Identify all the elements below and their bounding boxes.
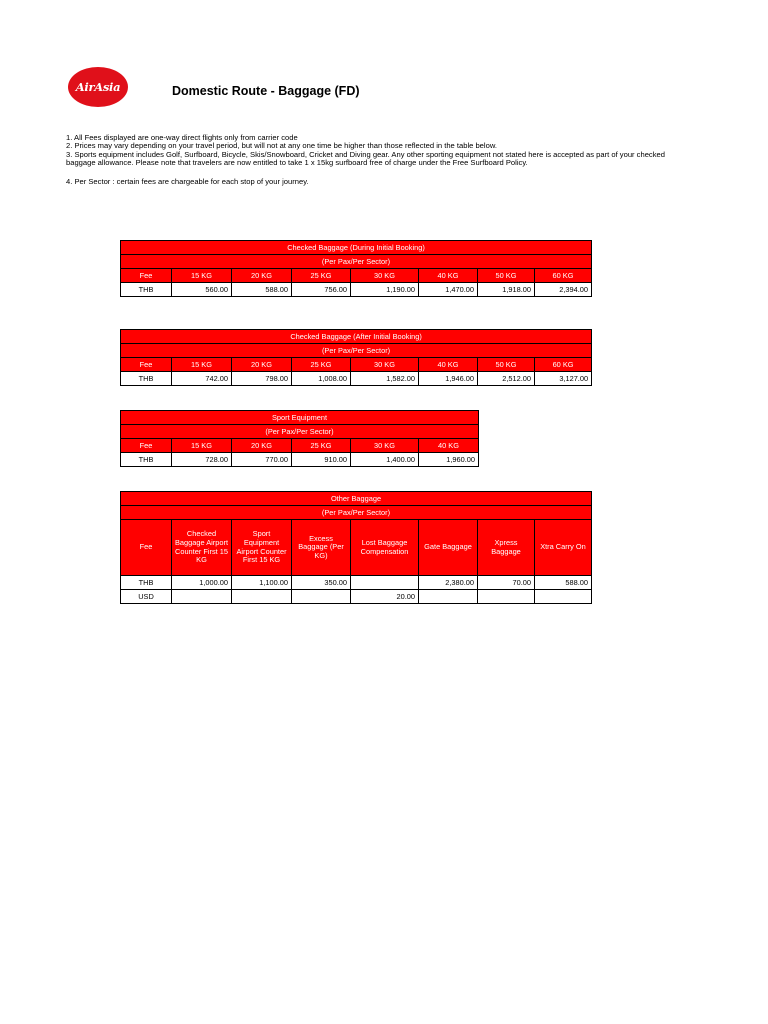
header-cell: 20 KG	[232, 269, 292, 283]
header-cell: 40 KG	[419, 269, 478, 283]
currency-cell: THB	[121, 283, 172, 297]
table-cell: 910.00	[292, 453, 351, 467]
table-cell	[478, 590, 535, 604]
header-cell: 50 KG	[478, 358, 535, 372]
header-cell: Xtra Carry On	[535, 520, 592, 576]
note-2: 2. Prices may vary depending on your travel period, but will not at any one time be higher than those reflected in the table below.	[66, 141, 497, 151]
table-title: Checked Baggage (After Initial Booking)	[121, 330, 592, 344]
table-title: Sport Equipment	[121, 411, 479, 425]
table-row	[121, 576, 592, 590]
table-cell: 798.00	[232, 372, 292, 386]
header-cell: 25 KG	[292, 269, 351, 283]
header-cell: Fee	[121, 269, 172, 283]
header-cell: Fee	[121, 358, 172, 372]
table-cell	[172, 590, 232, 604]
table-subtitle: (Per Pax/Per Sector)	[121, 425, 479, 439]
header-cell: Sport Equipment Airport Counter First 15 KG	[232, 520, 292, 576]
table-cell: 1,946.00	[419, 372, 478, 386]
table-cell: 588.00	[535, 576, 592, 590]
header-cell: 20 KG	[232, 358, 292, 372]
header-cell: 60 KG	[535, 358, 592, 372]
currency-cell: THB	[121, 453, 172, 467]
table-cell: 3,127.00	[535, 372, 592, 386]
header-cell: Fee	[121, 439, 172, 453]
other-baggage-table	[120, 491, 592, 604]
header-cell: 30 KG	[351, 358, 419, 372]
page-title: Domestic Route - Baggage (FD)	[172, 84, 360, 98]
checked-baggage-after-table	[120, 329, 592, 386]
note-4: 4. Per Sector : certain fees are chargeable for each stop of your journey.	[66, 176, 309, 186]
table-row	[121, 590, 592, 604]
table-cell	[351, 576, 419, 590]
header-cell: 30 KG	[351, 439, 419, 453]
table-cell	[292, 590, 351, 604]
currency-cell: THB	[121, 576, 172, 590]
table-cell: 756.00	[292, 283, 351, 297]
table-cell: 1,470.00	[419, 283, 478, 297]
table-cell	[419, 590, 478, 604]
table-cell: 70.00	[478, 576, 535, 590]
header-cell: Checked Baggage Airport Counter First 15 KG	[172, 520, 232, 576]
header-cell: 15 KG	[172, 269, 232, 283]
table-cell: 1,918.00	[478, 283, 535, 297]
table-cell: 588.00	[232, 283, 292, 297]
table-cell: 2,394.00	[535, 283, 592, 297]
table-cell: 1,190.00	[351, 283, 419, 297]
table-subtitle: (Per Pax/Per Sector)	[121, 344, 592, 358]
table-cell: 728.00	[172, 453, 232, 467]
currency-cell: USD	[121, 590, 172, 604]
header-cell: 15 KG	[172, 439, 232, 453]
header-cell: Xpress Baggage	[478, 520, 535, 576]
table-title: Checked Baggage (During Initial Booking)	[121, 241, 592, 255]
header-cell: 30 KG	[351, 269, 419, 283]
note-3: 3. Sports equipment includes Golf, Surfboard, Bicycle, Skis/Snowboard, Cricket and Diving gear. Any other sporting equipment not stated here is accepted as part of your checked baggage allowance. Please note that travelers are now entitled to take 1 x 15kg surfboard free of charge under the Free Surfboard Policy.	[66, 149, 665, 168]
header-cell: 50 KG	[478, 269, 535, 283]
header-cell: 25 KG	[292, 358, 351, 372]
header-cell: Excess Baggage (Per KG)	[292, 520, 351, 576]
header-cell: 40 KG	[419, 439, 479, 453]
table-subtitle: (Per Pax/Per Sector)	[121, 255, 592, 269]
table-cell	[232, 590, 292, 604]
header-cell: 25 KG	[292, 439, 351, 453]
table-cell: 2,380.00	[419, 576, 478, 590]
header-cell: 20 KG	[232, 439, 292, 453]
header-cell: 60 KG	[535, 269, 592, 283]
header-cell: 40 KG	[419, 358, 478, 372]
airasia-logo	[68, 67, 128, 107]
table-cell: 1,100.00	[232, 576, 292, 590]
table-cell: 742.00	[172, 372, 232, 386]
note-1: 1. All Fees displayed are one-way direct flights only from carrier code	[66, 133, 298, 142]
header-cell: 15 KG	[172, 358, 232, 372]
header-cell: Gate Baggage	[419, 520, 478, 576]
logo-text: AirAsia	[75, 80, 121, 94]
table-title: Other Baggage	[121, 492, 592, 506]
table-row	[121, 453, 479, 467]
table-subtitle: (Per Pax/Per Sector)	[121, 506, 592, 520]
table-cell: 2,512.00	[478, 372, 535, 386]
header-cell: Fee	[121, 520, 172, 576]
sport-equipment-table	[120, 410, 479, 467]
table-cell: 1,400.00	[351, 453, 419, 467]
table-cell	[535, 590, 592, 604]
table-row	[121, 372, 592, 386]
table-cell: 20.00	[351, 590, 419, 604]
table-cell: 1,008.00	[292, 372, 351, 386]
table-cell: 350.00	[292, 576, 351, 590]
table-cell: 560.00	[172, 283, 232, 297]
table-cell: 1,582.00	[351, 372, 419, 386]
table-cell: 770.00	[232, 453, 292, 467]
header-cell: Lost Baggage Compensation	[351, 520, 419, 576]
table-cell: 1,960.00	[419, 453, 479, 467]
currency-cell: THB	[121, 372, 172, 386]
checked-baggage-initial-table	[120, 240, 592, 297]
table-cell: 1,000.00	[172, 576, 232, 590]
table-row	[121, 283, 592, 297]
notes	[66, 134, 676, 186]
